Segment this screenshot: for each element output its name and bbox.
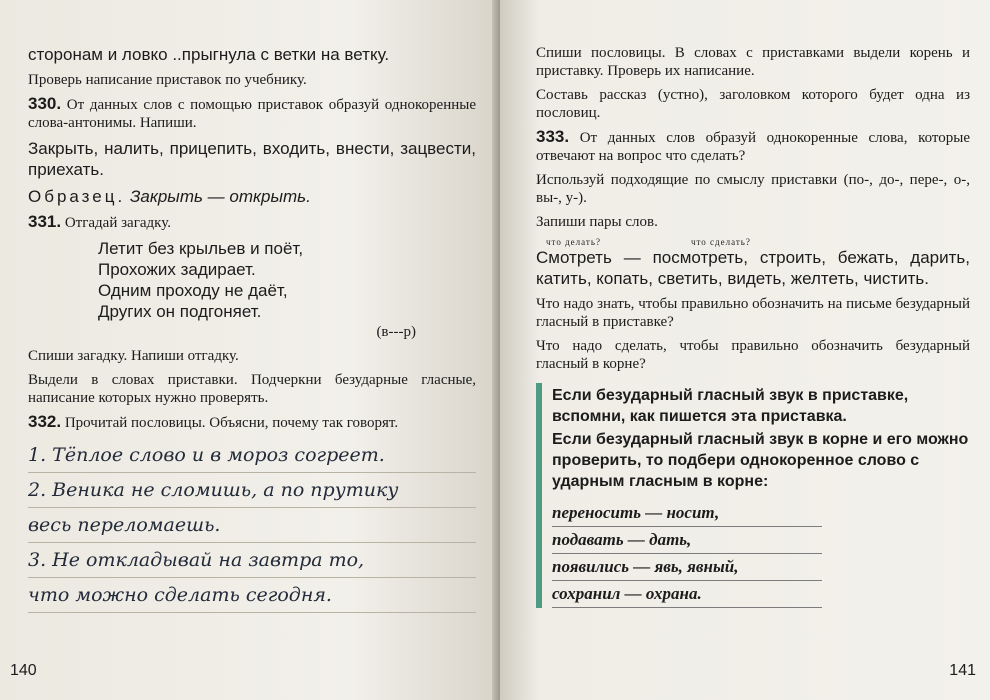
prefix-hint: Используй подходящие по смыслу приставки (по-, до-, пере-, о-, вы-, у-). [536, 172, 970, 206]
exercise-text: От данных слов образуй однокоренные слова, которые отвечают на вопрос что сделать? [536, 130, 970, 164]
exercise-number: 333. [536, 127, 570, 146]
exercise-text: От данных слов с помощью приставок образуй однокоренные слова-антонимы. Напиши. [28, 97, 476, 131]
exercise-text: Прочитай пословицы. Объясни, почему так говорят. [64, 415, 399, 431]
proverb-line: 3. Не откладывай на завтра то, [28, 543, 476, 578]
sample-label: Образец. [28, 187, 126, 206]
tag-what-to-have-done: что сделать? [690, 237, 751, 247]
rule-prefix: Если безударный гласный звук в приставке, вспомни, как пишется эта приставка. [552, 387, 909, 425]
exercise-331 [28, 213, 476, 232]
page-number-left: 140 [10, 662, 37, 679]
instruction-2: Составь рассказ (устно), заголовком которого будет одна из пословиц. [536, 87, 970, 121]
proverb-line: 1. Тёплое слово и в мороз согреет. [28, 438, 476, 473]
instruction-pairs: Запиши пары слов. [536, 214, 658, 230]
question-2: Что надо сделать, чтобы правильно обозначить безударный гласный в корне? [536, 338, 970, 372]
sample-text: Закрыть — открыть. [129, 187, 311, 206]
exercise-number: 330. [28, 94, 62, 113]
proverb-line: что можно сделать сегодня. [28, 578, 476, 613]
example-line: появились — явь, явный, [552, 554, 822, 581]
page-number-right: 141 [949, 662, 976, 679]
exercise-number: 332. [28, 412, 62, 431]
tag-what-to-do: что делать? [546, 237, 601, 247]
exercise-333 [536, 128, 970, 165]
exercise-text: Отгадай загадку. [64, 215, 171, 231]
task-1: Спиши загадку. Напиши отгадку. [28, 348, 239, 364]
rule-root: Если безударный гласный звук в корне и его можно проверить, то подбери однокоренное слово с ударным гласным в корне: [552, 431, 969, 490]
example-line: подавать — дать, [552, 527, 822, 554]
riddle-line: Других он подгоняет. [98, 302, 262, 321]
check-instruction: Проверь написание приставок по учебнику. [28, 72, 307, 88]
proverb-line: 2. Веника не сломишь, а по прутику [28, 473, 476, 508]
proverb-line: весь переломаешь. [28, 508, 476, 543]
task-2: Выдели в словах приставки. Подчеркни безударные гласные, написание которых нужно проверять. [28, 372, 476, 406]
question-tags [546, 237, 970, 247]
example-line: переносить — носит, [552, 500, 822, 527]
riddle-line: Одним проходу не даёт, [98, 281, 288, 300]
top-line: сторонам и ловко ..прыгнула с ветки на ветку. [28, 45, 390, 64]
exercise-332 [28, 413, 476, 432]
rule-examples [552, 500, 970, 608]
word-pairs: Смотреть — посмотреть, строить, бежать, дарить, катить, копать, светить, видеть, желтеть, чистить. [536, 248, 970, 288]
rule-box [536, 383, 970, 608]
question-1: Что надо знать, чтобы правильно обозначить на письме безударный гласный в приставке? [536, 296, 970, 330]
handwritten-proverbs [28, 438, 476, 613]
example-line: сохранил — охрана. [552, 581, 822, 608]
riddle-answer: (в---р) [376, 324, 416, 340]
exercise-number: 331. [28, 212, 62, 231]
exercise-330 [28, 95, 476, 132]
riddle [98, 238, 476, 322]
word-list: Закрыть, налить, прицепить, входить, внести, зацвести, приехать. [28, 139, 476, 179]
riddle-line: Летит без крыльев и поёт, [98, 239, 304, 258]
instruction-1: Спиши пословицы. В словах с приставками выдели корень и приставку. Проверь их написание. [536, 45, 970, 79]
riddle-line: Прохожих задирает. [98, 260, 256, 279]
right-page [500, 0, 990, 700]
sample [28, 186, 476, 207]
